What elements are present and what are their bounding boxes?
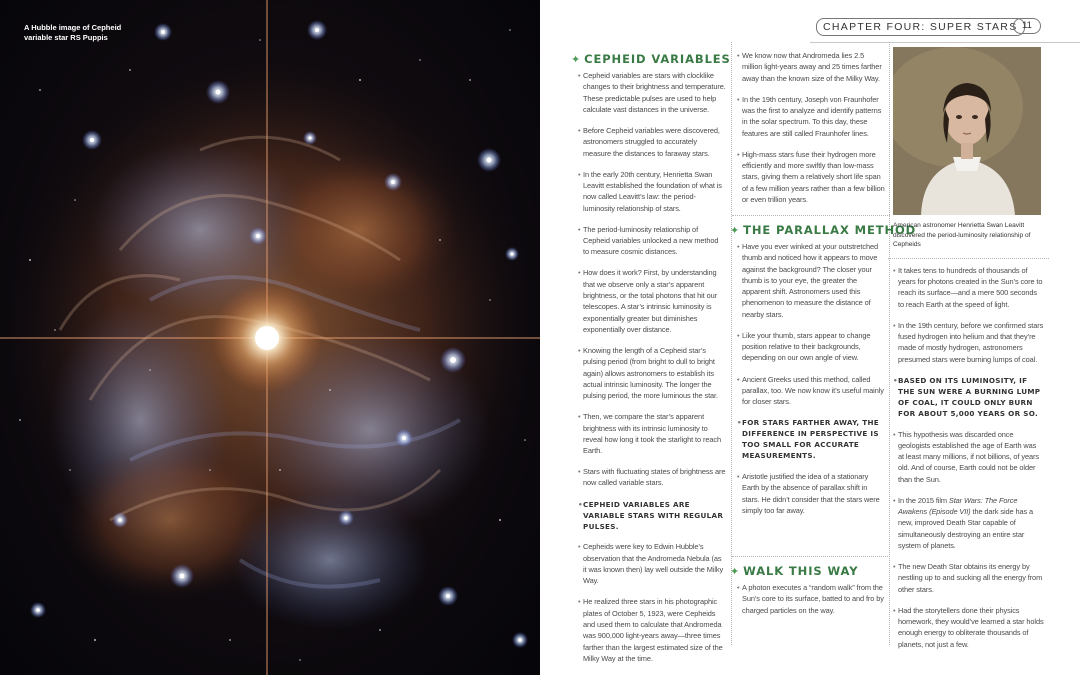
- bullet-item: • High-mass stars fuse their hydrogen more efficiently and more swiftly than low-mass stars, giving them a relatively short life span of a few million years rather than a few billion or even trillion years.: [737, 149, 885, 205]
- section-divider: [732, 556, 890, 557]
- bullet-item: • Aristotle justified the idea of a stationary Earth by the absence of parallax shift in stars. He didn’t consider that the stars were simply too far away.: [737, 471, 885, 516]
- page-number: 11: [1013, 18, 1041, 34]
- bullet-item: • Stars with fluctuating states of brightness are now called variable stars.: [578, 466, 726, 489]
- section-heading: ✦ WALK THIS WAY: [730, 564, 859, 579]
- bullet-item: • In the early 20th century, Henrietta Swan Leavitt established the foundation of what is now called Leavitt’s law: the period-luminosity relationship of stars.: [578, 169, 726, 214]
- column-divider: [889, 42, 890, 645]
- column-divider: [731, 42, 732, 645]
- bullet-item: • This hypothesis was discarded once geologists established the age of Earth was at least many millions, if not billions, of years old. And of course, Earth could not be older than the Sun.: [893, 429, 1044, 485]
- star-wars-text-pre: In the 2015 film: [898, 495, 949, 505]
- bullet-item: • A photon executes a “random walk” from the Sun’s core to its surface, batted to and fro by charged particles on the way.: [737, 582, 885, 616]
- bullet-item: • In the 19th century, Joseph von Fraunhofer was the first to analyze and identify patterns in the solar spectrum. To this day, these features are still called Fraunhofer lines.: [737, 94, 885, 139]
- portrait-illustration: [893, 47, 1041, 215]
- star-wars-text-post: the dark side has a new, improved Death Star capable of simultaneously destroying an entire star system of planets.: [898, 507, 1034, 551]
- section-divider: [888, 258, 1049, 259]
- bullet-item: • How does it work? First, by understanding that we observe only a star’s apparent brightness, or the total photons that hit our telescopes. A star’s intrinsic luminosity is exponentially greater but diminishes exponentially over distance.: [578, 267, 726, 335]
- sparkle-icon: ✦: [571, 53, 582, 66]
- bullet-item: • Before Cepheid variables were discovered, astronomers struggled to accurately measure the distances to faraway stars.: [578, 125, 726, 159]
- text-page: [540, 0, 1080, 675]
- bullet-item: • The new Death Star obtains its energy by nestling up to and sucking all the energy from other stars.: [893, 561, 1044, 595]
- bullet-item: • We know now that Andromeda lies 2.5 million light-years away and 25 times farther away than the known size of the Milky Way.: [737, 50, 885, 84]
- section-heading: ✦ THE PARALLAX METHOD: [730, 222, 917, 237]
- bullet-item: • Cepheid variables are stars with clocklike changes to their brightness and temperature. These predictable pulses are used to help calculate vast distances in the universe.: [578, 70, 726, 115]
- header-divider: [810, 42, 1080, 43]
- bullet-item: • Then, we compare the star’s apparent brightness with its intrinsic luminosity to reveal how long it took the starlight to reach Earth.: [578, 411, 726, 456]
- callout-bullet: • FOR STARS FARTHER AWAY, THE DIFFERENCE IN PERSPECTIVE IS TOO SMALL FOR ACCURATE MEASUREMENTS.: [737, 417, 885, 461]
- image-caption: A Hubble image of Cepheid variable star RS Puppis: [24, 23, 122, 42]
- bullet-item: • In the 19th century, before we confirmed stars fused hydrogen into helium and that they’re made of mostly hydrogen, astronomers presumed stars were burning lumps of coal.: [893, 320, 1044, 365]
- callout-bullet: • BASED ON ITS LUMINOSITY, IF THE SUN WERE A BURNING LUMP OF COAL, IT COULD ONLY BURN FOR ABOUT 5,000 YEARS OR SO.: [893, 375, 1044, 419]
- bullet-item: • Had the storytellers done their physics homework, they would’ve learned a star holds enough energy to obliterate thousands of planets, not just a few.: [893, 605, 1044, 650]
- film-title: Star Wars: The Force Awakens (Episode VII): [898, 495, 1018, 517]
- bullet-item: • Like your thumb, stars appear to change position relative to their backgrounds, depending on our own angle of view.: [737, 330, 885, 364]
- section-heading: ✦ CEPHEID VARIABLES: [571, 52, 731, 66]
- section-divider: [732, 215, 890, 216]
- bullet-item: • Ancient Greeks used this method, called parallax, too. We now know it’s useful mainly for closer stars.: [737, 374, 885, 408]
- callout-bullet: • CEPHEID VARIABLES ARE VARIABLE STARS WITH REGULAR PULSES.: [578, 499, 726, 532]
- chapter-title: CHAPTER FOUR: SUPER STARS: [816, 18, 1025, 36]
- photo-caption: American astronomer Henrietta Swan Leavitt discovered the period-luminosity relationship of Cepheids: [893, 222, 1031, 249]
- column-cepheid-variables: [571, 50, 731, 675]
- sparkle-icon: ✦: [730, 223, 741, 237]
- bullet-item-star-wars: [893, 495, 1044, 551]
- bullet-item: • Have you ever winked at your outstretched thumb and noticed how it appears to move against the background? The closer your thumb is to your eye, the greater the apparent shift. Astronomers used this phenomenon to measure the distance of nearby stars.: [737, 241, 885, 320]
- bullet-item: • The period-luminosity relationship of Cepheid variables unlocked a new method to measure cosmic distances.: [578, 224, 726, 258]
- bullet-item: • Knowing the length of a Cepheid star’s pulsing period (from bright to dull to bright again) allows astronomers to establish its actual intrinsic luminosity. The longer the pulsing period, the more luminous the star.: [578, 345, 726, 401]
- column-right: [893, 47, 1044, 675]
- bullet-item: • He realized three stars in his photographic plates of October 5, 1923, were Cepheids and used them to calculate that Andromeda was 900,000 light-years away—three times farther than the largest estimated size of the Milky Way at the time.: [578, 596, 726, 664]
- sparkle-icon: ✦: [730, 565, 741, 579]
- bullet-item: • It takes tens to hundreds of thousands of years for photons created in the Sun’s core to reach its surface—and a mere 500 seconds to reach Earth at the speed of light.: [893, 265, 1044, 310]
- portrait-photo: [893, 47, 1041, 215]
- column-middle: [730, 50, 917, 675]
- bullet-item: • Cepheids were key to Edwin Hubble’s observation that the Andromeda Nebula (as it was known then) lay well outside the Milky Way.: [578, 541, 726, 586]
